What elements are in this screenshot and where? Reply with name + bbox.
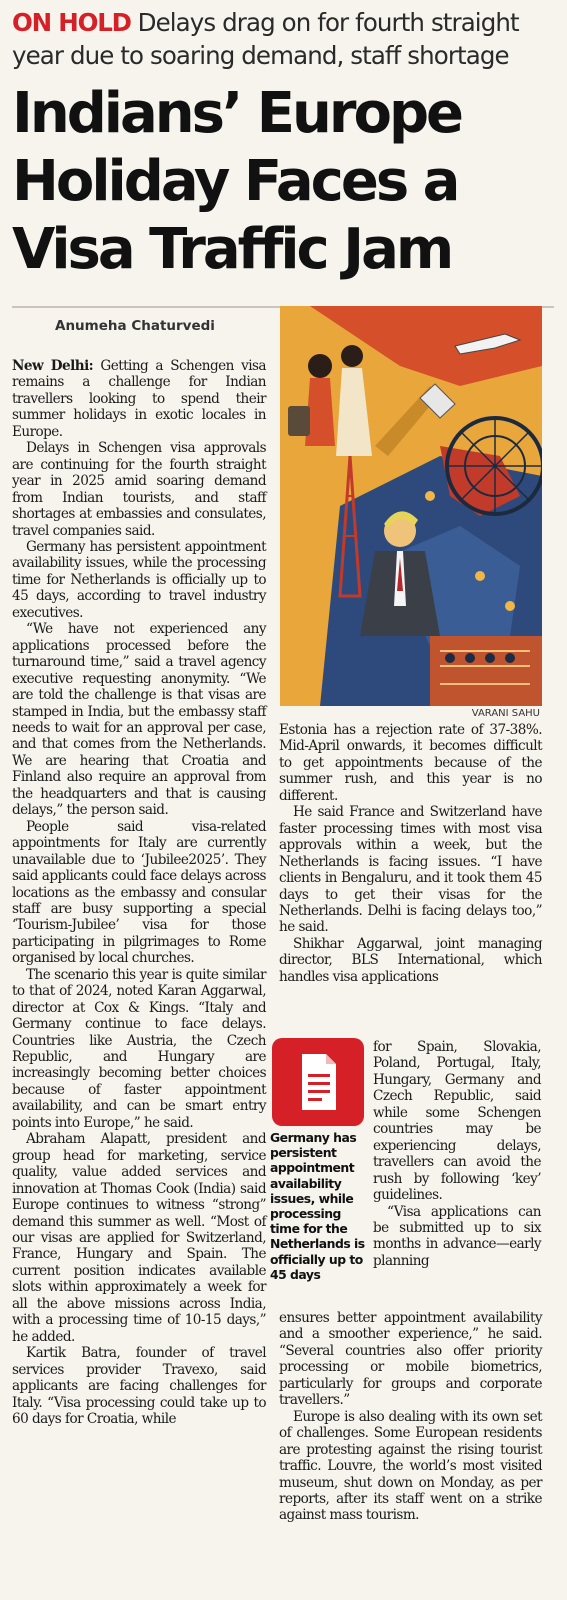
headline-line-2: Holiday Faces a: [12, 149, 458, 214]
article-column-2-bottom: [279, 1310, 542, 1524]
byline: Anumeha Chaturvedi: [55, 318, 215, 334]
article-paragraph: He said France and Switzerland have faster processing times with most visa approvals within a week, but the Netherlands is facing issues. “I have clients in Bengaluru, and it took them 45 days to get their visas for the Netherlands. Delhi is facing delays too,” he said.: [279, 804, 542, 936]
illustration-svg: [280, 306, 542, 706]
article-column-2-wrap: [373, 1039, 541, 1269]
illustration-credit: VARANI SAHU: [471, 708, 540, 719]
article-paragraph: The scenario this year is quite similar to that of 2024, noted Karan Aggarwal, director at Cox & Kings. “Italy and Germany continue to face delays. Countries like Austria, the Czech Republic, and Hungary are increasingly becoming better choices because of faster appointment availability, and can be smart entry points into Europe,” he said.: [12, 966, 266, 1131]
illustration-travel-europe-map: [280, 306, 542, 706]
article-paragraph: “We have not experienced any applications processed before the turnaround time,” said a travel agency executive requesting anonymity. “We are told the challenge is that visas are stamped in India, but the embassy staff needs to wait for an approval per case, and that comes from the Netherlands. We are hearing that Croatia and Finland also require an approval from the headquarters and that is causing delays,” the person said.: [12, 621, 266, 819]
article-paragraph: Germany has persistent appointment availability issues, while the processing time for Netherlands is officially up to 45 days, according to travel industry executives.: [12, 538, 266, 621]
article-paragraph: People said visa-related appointments for Italy are currently unavailable due to ‘Jubilee2025’. They said applicants could face delays across locations as the embassy and consular staff are busy supporting a special ‘Tourism-Jubilee’ visa for those participating in pilgrimages to Rome organised by local churches.: [12, 818, 266, 967]
article-paragraph: [12, 358, 266, 440]
document-icon: [272, 1038, 364, 1126]
pull-quote: Germany has persistent appointment availability issues, while processing time for the Netherlands is officially up to 45 days: [270, 1130, 365, 1282]
article-paragraph: for Spain, Slovakia, Poland, Portugal, Italy, Hungary, Germany and Czech Republic, said while some Schengen countries may be experiencing delays, travellers can avoid the rush by following ‘key’ guidelines.: [373, 1039, 541, 1204]
article-paragraph: Shikhar Aggarwal, joint managing director, BLS International, which handles visa applications: [279, 935, 542, 985]
headline-line-3: Visa Traffic Jam: [12, 217, 452, 282]
kicker-tag: ON HOLD: [12, 8, 131, 37]
article-paragraph: Kartik Batra, founder of travel services provider Travexo, said applicants are facing challenges for Italy. “Visa processing could take up to 60 days for Croatia, while: [12, 1345, 266, 1427]
article-paragraph: Europe is also dealing with its own set of challenges. Some European residents are protesting against the rising tourist traffic. Louvre, the world’s most visited museum, shut down on Monday, as per reports, after its staff went on a strike against mass tourism.: [279, 1408, 542, 1524]
article-paragraph: Delays in Schengen visa approvals are continuing for the fourth straight year in 2025 amid soaring demand from Indian tourists, and staff shortages at embassies and consulates, travel companies said.: [12, 440, 266, 539]
article-column-2-top: [279, 722, 542, 985]
article-paragraph: Estonia has a rejection rate of 37-38%. Mid-April onwards, it becomes difficult to get appointments because of the summer rush, and this year is no different.: [279, 722, 542, 804]
dateline: New Delhi:: [12, 358, 94, 374]
article-paragraph: ensures better appointment availability and a smoother experience,” he said. “Several countries also offer priority processing or mobile biometrics, particularly for groups and corporate travellers.”: [279, 1310, 542, 1409]
kicker-text: Delays drag on for fourth straight year due to soaring demand, staff shortage: [12, 8, 519, 70]
article-paragraph: “Visa applications can be submitted up to six months in advance—early planning: [373, 1203, 541, 1269]
headline: [12, 80, 557, 284]
article-paragraph: Abraham Alapatt, president and group head for marketing, service quality, value added services and innovation at Thomas Cook (India) said Europe continues to witness “strong” demand this summer as well. “Most of our visas are applied for Switzerland, France, Hungary and Spain. The current position indicates available slots within approximately a week for all the above missions across India, with a processing time of 10-15 days,” he added.: [12, 1131, 266, 1345]
headline-line-1: Indians’ Europe: [12, 81, 462, 146]
paragraph-text: Getting a Schengen visa remains a challenge for Indian travellers looking to spend their summer holidays in exotic locales in Europe.: [12, 358, 266, 440]
article-column-1: [12, 358, 266, 1427]
kicker: [12, 6, 557, 72]
